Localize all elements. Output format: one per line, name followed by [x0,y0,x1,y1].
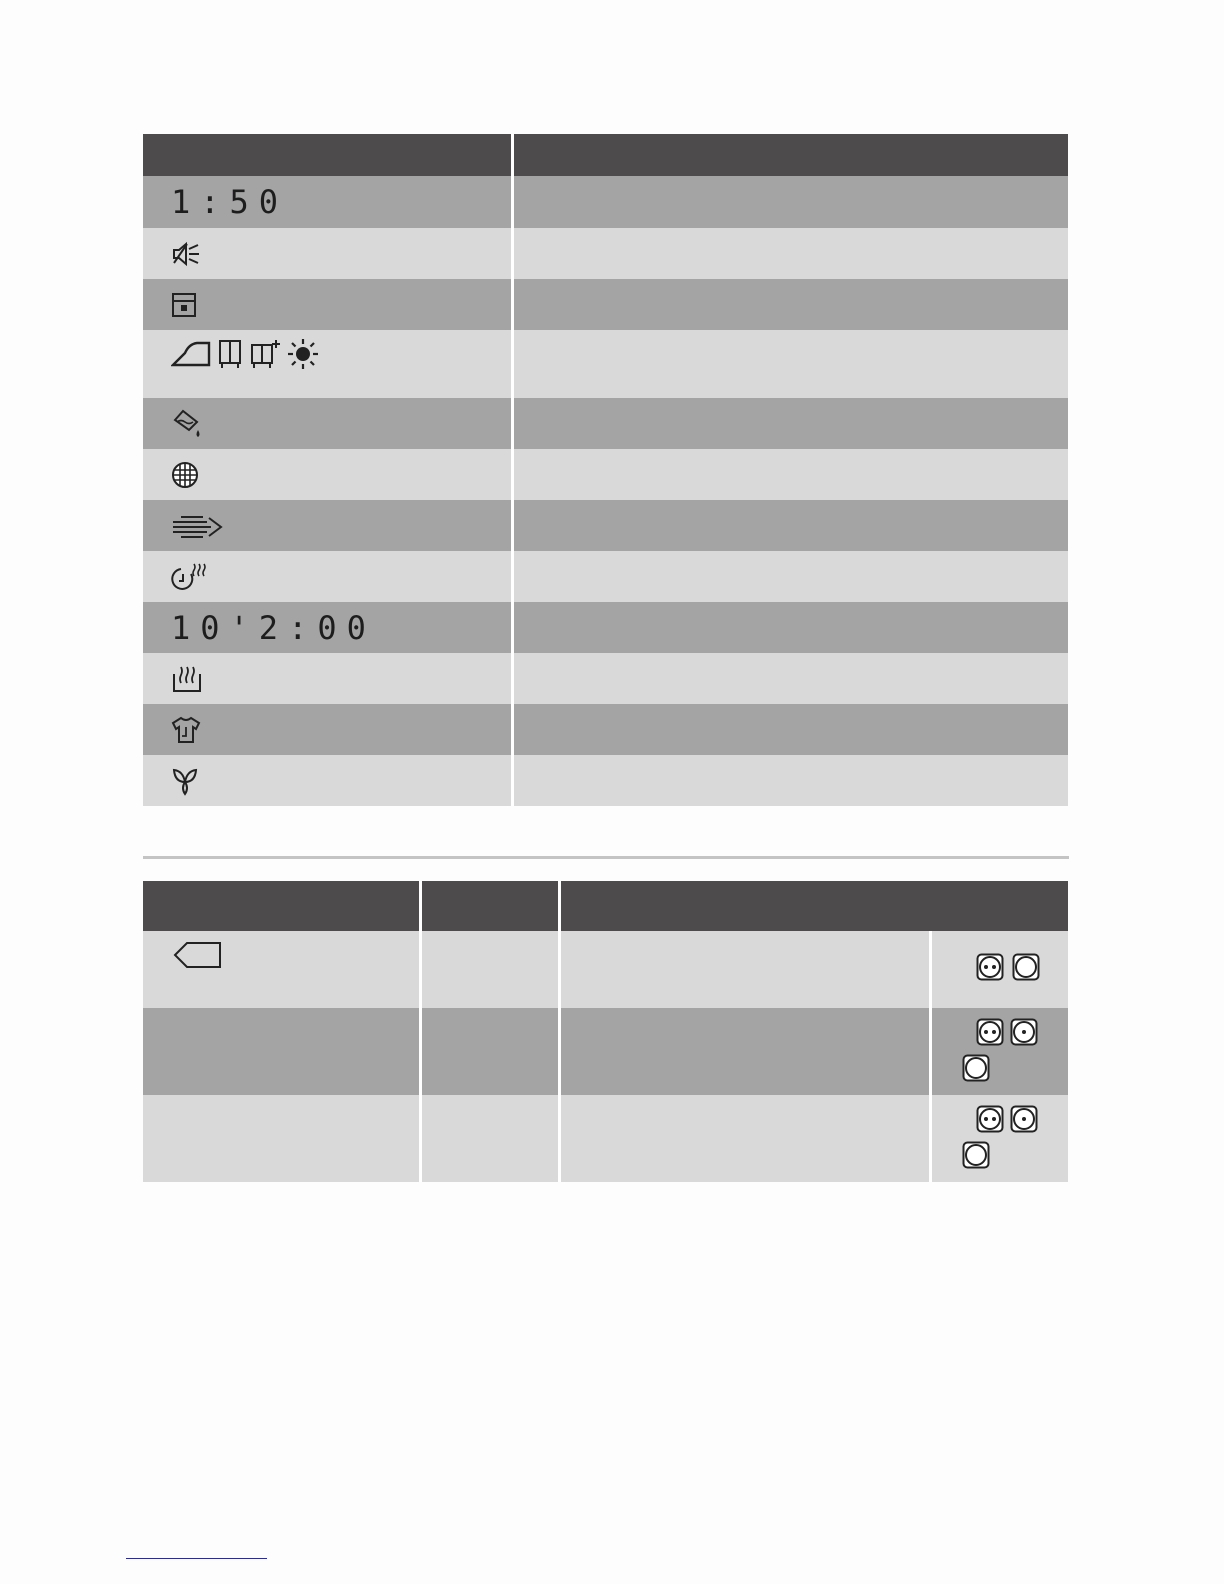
time-display [171,183,288,221]
table-row [143,279,1068,330]
symbol-cell [143,653,514,704]
header-cell-programme [143,881,422,931]
description-cell [514,755,1068,806]
programmes-table [143,881,1068,1182]
care-label-cell [932,1095,1068,1182]
description-cell [514,704,1068,755]
load-cell [422,1095,561,1182]
application-cell [561,1095,932,1182]
drying-empty-icon [962,1054,990,1082]
time-display-text: 1:50 [171,183,289,221]
heat-exchanger-icon [171,514,225,538]
drying-phase-icon [171,664,203,694]
symbol-cell [143,602,514,653]
dryness-level-icons [171,338,319,370]
cooling-phase-icon [171,716,201,744]
symbol-cell [143,551,514,602]
drying-2dots-icon [976,1018,1004,1046]
anti-crease-icon [171,562,207,592]
eco-icon [171,766,199,796]
drying-2dots-icon [976,953,1004,981]
drying-1dot-icon [1010,1018,1038,1046]
drying-empty-icon [962,1141,990,1169]
table-header [143,134,1068,176]
load-cell [422,931,561,1008]
drying-2dots-icon [976,1105,1004,1133]
table-header [143,881,1068,931]
cupboard-dry-icon [217,339,243,369]
table-row [143,176,1068,228]
care-label-cell [932,931,1068,1008]
symbol-cell [143,330,514,398]
table-row [143,704,1068,755]
symbol-cell [143,176,514,228]
symbol-cell [143,228,514,279]
header-cell-load [422,881,561,931]
programme-cell [143,1095,422,1182]
symbol-cell [143,449,514,500]
programme-cell [143,931,422,1008]
load-cell [422,1008,561,1095]
mute-sound-icon [171,241,201,267]
description-cell [514,551,1068,602]
symbol-cell [143,500,514,551]
description-cell [514,500,1068,551]
application-cell [561,1008,932,1095]
cupboard-dry-plus-icon [249,339,281,369]
description-cell [514,279,1068,330]
care-label-cell [932,1008,1068,1095]
symbol-cell [143,704,514,755]
description-cell [514,176,1068,228]
filter-icon [171,461,199,489]
symbol-cell [143,755,514,806]
symbol-cell [143,279,514,330]
description-cell [514,602,1068,653]
description-cell [514,398,1068,449]
symbol-cell [143,398,514,449]
description-cell [514,330,1068,398]
table-row [143,228,1068,279]
time-display [171,609,376,647]
table-row [143,653,1068,704]
description-cell [514,449,1068,500]
header-cell-symbol [143,134,514,176]
time-display-text: 10'2:00 [171,608,376,647]
header-cell-description [514,134,1068,176]
display-symbols-table [143,134,1068,806]
drying-1dot-icon [1010,1105,1038,1133]
iron-dry-icon [171,340,211,368]
table-row [143,551,1068,602]
table-row [143,398,1068,449]
extra-dry-sun-icon [287,338,319,370]
footnote-rule [126,1558,267,1559]
description-cell [514,228,1068,279]
table-row [143,755,1068,806]
section-divider [143,856,1069,859]
application-cell [561,931,932,1008]
table-row [143,602,1068,653]
water-container-icon [171,408,205,440]
table-row [143,500,1068,551]
table-row [143,1095,1068,1182]
label-tag-icon [173,941,223,969]
drying-empty-icon [1012,953,1040,981]
table-row [143,330,1068,398]
programme-cell [143,1008,422,1095]
header-cell-application [561,881,1068,931]
table-row [143,1008,1068,1095]
child-lock-icon [171,292,197,318]
table-row [143,449,1068,500]
description-cell [514,653,1068,704]
table-row [143,931,1068,1008]
